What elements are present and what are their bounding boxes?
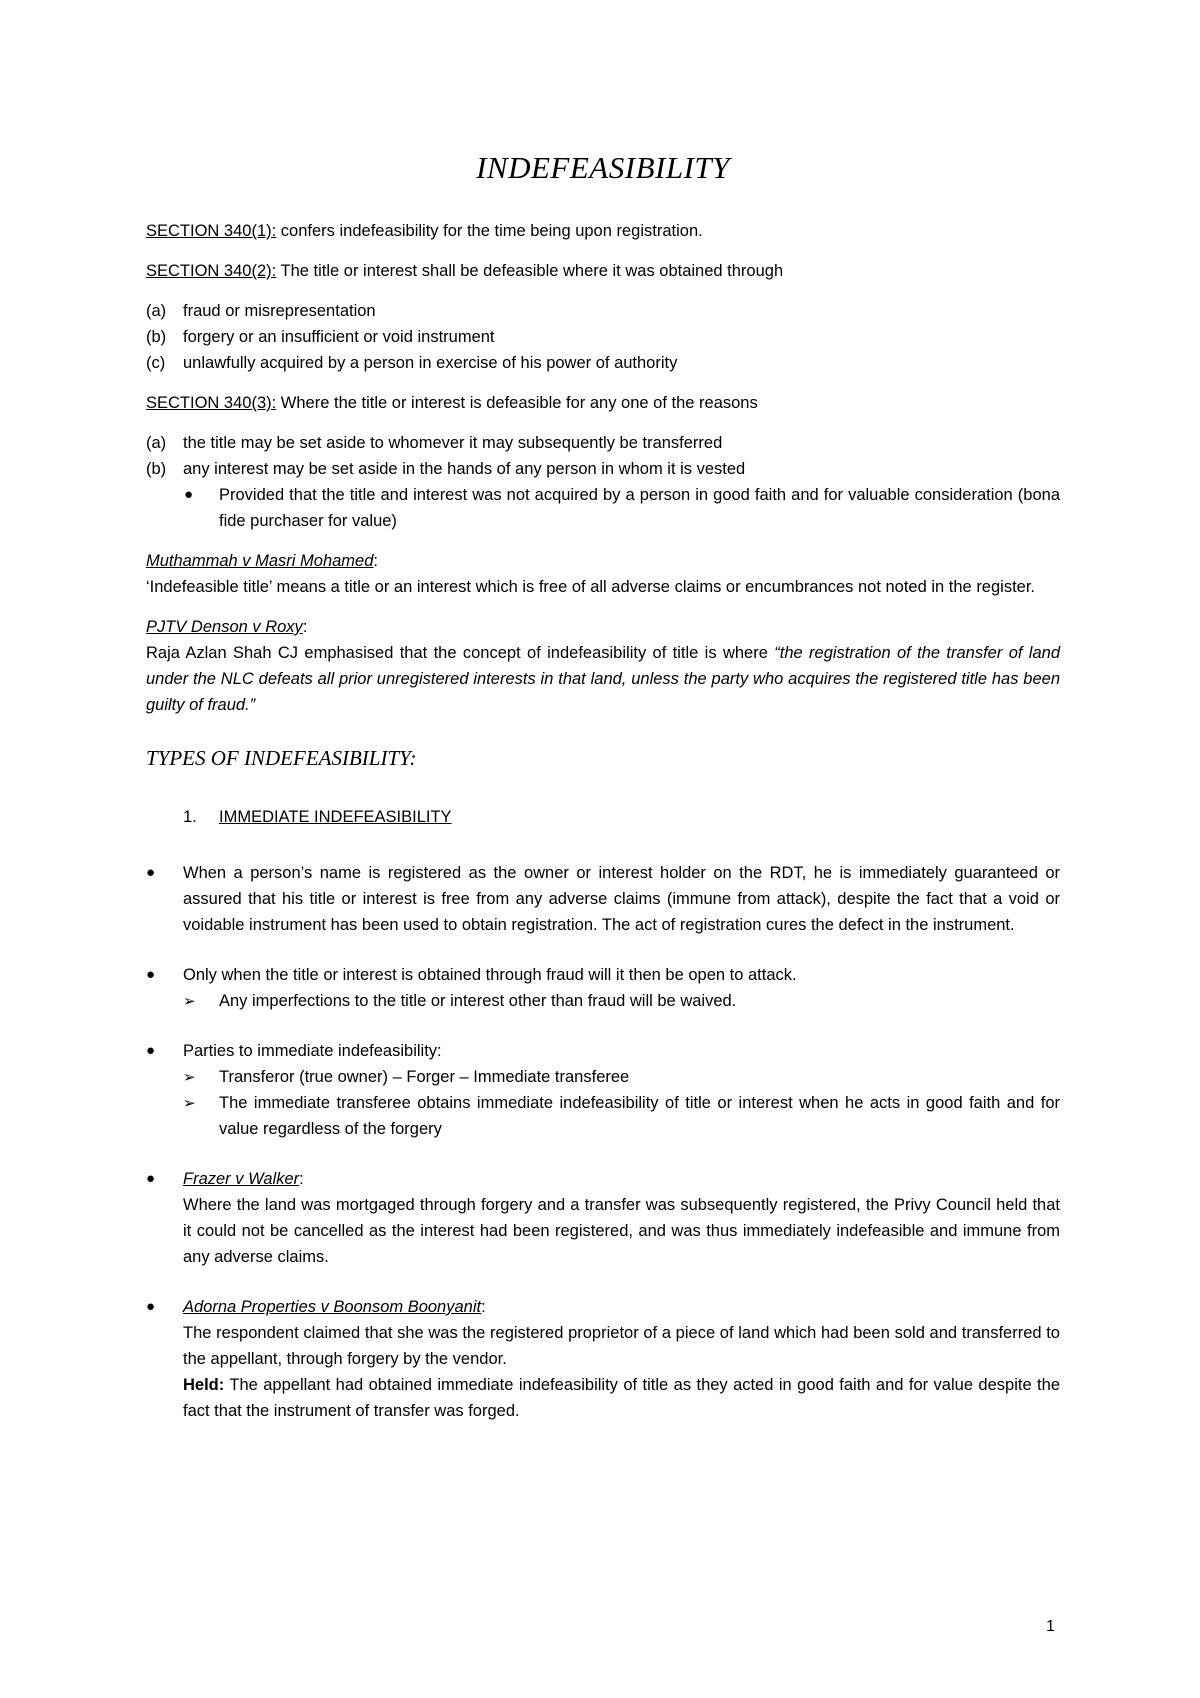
section-text: The title or interest shall be defeasible where it was obtained through [276,262,784,280]
bullet-parties [146,1038,1060,1142]
section-label: SECTION 340(3): [146,394,277,412]
case-muthammah [146,548,1060,600]
item-label: (b) [146,460,167,478]
arrow-icon: ➢ [183,1068,196,1086]
item-text: fraud or misrepresentation [183,302,376,320]
item-text: the title may be set aside to whomever it may subsequently be transferred [183,434,723,452]
document-title: INDEFEASIBILITY [476,150,730,185]
held-label: Held: [183,1376,225,1394]
section-text: Where the title or interest is defeasible for any one of the reasons [276,394,758,412]
bullet-registration [146,860,1060,938]
bullet-icon: ● [146,966,156,983]
bullet-text: When a person’s name is registered as the owner or interest holder on the RDT, he is immediately guaranteed or assured that his title or interest is free from any adverse claims (immune from attack), despite the fact that a void or voidable instrument has been used to obtain registration. The act of registration cures the defect in the instrument. [183,864,1060,934]
section-label: SECTION 340(1): [146,222,277,240]
list-item [146,324,1060,350]
sub-bullet-text: Any imperfections to the title or interest other than fraud will be waived. [219,992,737,1010]
item-text: any interest may be set aside in the hands of any person in whom it is vested [183,460,746,478]
section-label: SECTION 340(2): [146,262,277,280]
section-340-3 [146,390,1060,416]
proviso-item [146,482,1060,534]
case-name: Muthammah v Masri Mohamed [146,552,374,570]
list-item [146,456,1060,482]
case-text: Raja Azlan Shah CJ emphasised that the concept of indefeasibility of title is where [146,644,775,662]
item-text: unlawfully acquired by a person in exercise of his power of authority [183,354,678,372]
section-text: confers indefeasibility for the time being upon registration. [276,222,703,240]
list-item [146,430,1060,456]
section-340-2-list [146,298,1060,376]
heading-number: 1. [183,808,197,826]
bullet-icon: ● [146,1042,156,1059]
bullet-text: Only when the title or interest is obtained through fraud will it then be open to attack. [183,966,797,984]
heading-text: IMMEDIATE INDEFEASIBILITY [219,808,452,826]
case-name: Frazer v Walker [183,1170,300,1188]
case-pjtv-denson [146,614,1060,718]
sub-bullet-text: The immediate transferee obtains immediate indefeasibility of title or interest when he acts in good faith and for value regardless of the forgery [219,1094,1060,1138]
page-number: 1 [1046,1618,1055,1635]
bullet-adorna [146,1294,1060,1424]
arrow-icon: ➢ [183,1094,196,1112]
item-text: forgery or an insufficient or void instrument [183,328,495,346]
bullet-frazer [146,1166,1060,1270]
bullet-icon: ● [146,1298,156,1315]
arrow-icon: ➢ [183,992,196,1010]
case-name: Adorna Properties v Boonsom Boonyanit [183,1298,482,1316]
bullet-icon: ● [146,1170,156,1187]
sub-bullet [183,1064,1060,1090]
bullet-text: Parties to immediate indefeasibility: [183,1042,442,1060]
item-label: (a) [146,434,167,452]
bullet-icon: ● [146,864,156,881]
section-340-1 [146,218,1060,244]
bullet-fraud [146,962,1060,1014]
item-label: (b) [146,328,167,346]
case-quote: “the registration of the transfer of land under the NLC defeats all prior unregistered interests in that land, unless the party who acquires the registered title has been guilty of fraud.” [146,644,1060,714]
types-heading: TYPES OF INDEFEASIBILITY: [146,746,417,770]
case-colon: : [302,618,308,636]
item-label: (a) [146,302,167,320]
immediate-heading [146,804,1060,830]
sub-bullet [183,988,1060,1014]
list-item [146,298,1060,324]
bullet-icon: ● [184,486,194,503]
case-text: The respondent claimed that she was the registered proprietor of a piece of land which had been sold and transferred to the appellant, through forgery by the vendor. [183,1324,1060,1368]
held-text: The appellant had obtained immediate indefeasibility of title as they acted in good faith and for value despite the fact that the instrument of transfer was forged. [183,1376,1060,1420]
item-label: (c) [146,354,166,372]
case-colon: : [373,552,379,570]
list-item [146,350,1060,376]
sub-bullet-text: Transferor (true owner) – Forger – Immediate transferee [219,1068,630,1086]
case-colon: : [299,1170,304,1188]
case-text: Where the land was mortgaged through forgery and a transfer was subsequently registered, the Privy Council held that it could not be cancelled as the interest had been registered, and was thus immediately indefeasible and immune from any adverse claims. [183,1196,1060,1266]
sub-bullet [183,1090,1060,1142]
section-340-2 [146,258,1060,284]
proviso-text: Provided that the title and interest was not acquired by a person in good faith and for valuable consideration (bona fide purchaser for value) [219,486,1060,530]
section-340-3-list [146,430,1060,534]
case-colon: : [481,1298,486,1316]
page-content [146,148,1060,1448]
case-name: PJTV Denson v Roxy [146,618,303,636]
case-text: ‘Indefeasible title’ means a title or an interest which is free of all adverse claims or encumbrances not noted in the register. [146,578,1036,596]
